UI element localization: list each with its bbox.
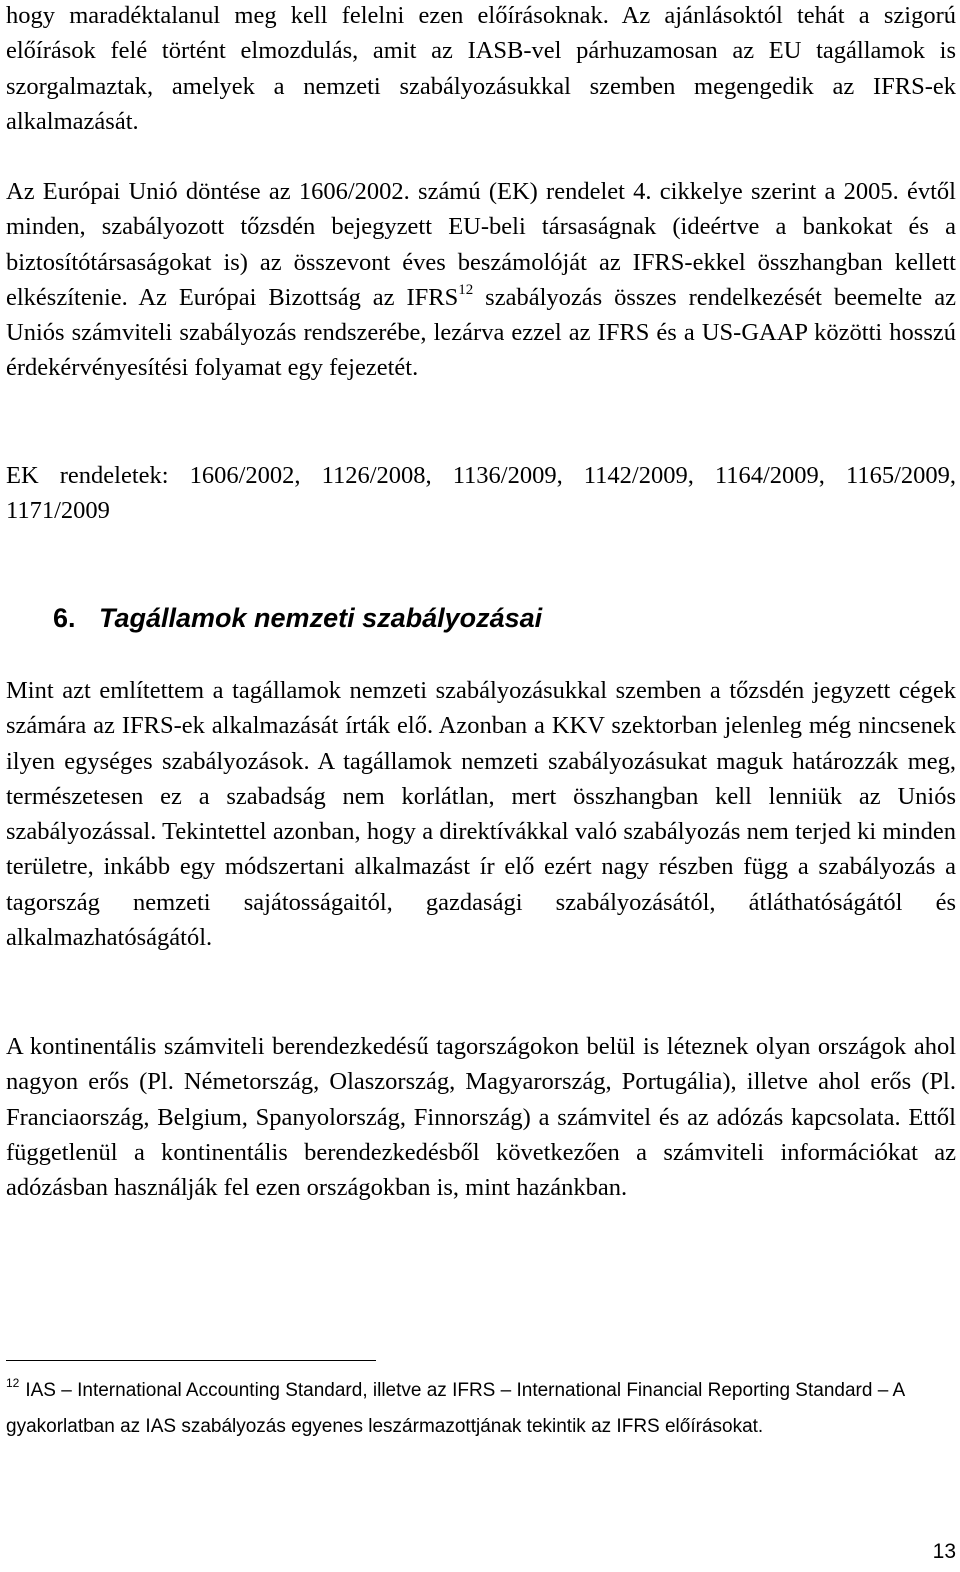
paragraph-2-text-end: szabályozás összes rendelkezését beemelte az Uniós számviteli szabályozás rendszerébe, lezárva ezzel az IFRS és a US-GAAP közötti hosszú érdekérvényesítési folyamat egy fejezetét. — [6, 283, 956, 382]
body-paragraph-5: A kontinentális számviteli berendezkedésű tagországokon belül is léteznek olyan országok ahol nagyon erős (Pl. Németország, Olaszország, Magyarország, Portugália), illetve ahol erős (Pl. Franciaország, Belgium, Spanyolország, Finnország) a számvitel és az adózás kapcsolata. Ettől függetlenül a kontinentális berendezkedésből következően a számviteli információkat az adózásban használják fel ezen országokban is, mint hazánkban. — [6, 1033, 956, 1202]
body-paragraph-2 — [6, 174, 956, 386]
body-paragraph-4: Mint azt említettem a tagállamok nemzeti szabályozásukkal szemben a tőzsdén jegyzett cégek számára az IFRS-ek alkalmazását írták elő. Azonban a KKV szektorban jelenleg még nincsenek ilyen egységes szabályozások. A tagállamok nemzeti szabályozásukat maguk határozzák meg, természetesen ez a szabadság nem korlátlan, mert összhangban kell lenniük az Uniós szabályozással. Tekintettel azonban, hogy a direktívákkal való szabályozás nem terjed ki minden területre, inkább egy módszertani alkalmazást ír elő ezért nagy részben függ a szabályozás a tagország nemzeti sajátosságaitól, gazdasági szabályozásától, átláthatóságától és alkalmazhatóságától. — [6, 677, 956, 952]
body-paragraph-3: EK rendeletek: 1606/2002, 1126/2008, 1136/2009, 1142/2009, 1164/2009, 1165/2009, 1171/2009 — [6, 462, 956, 525]
section-number: 6. — [53, 603, 76, 633]
section-heading — [53, 598, 542, 638]
paragraph-2-text-start: Az Európai Unió döntése az 1606/2002. számú (EK) rendelet 4. cikkelye szerint a 2005. évtől minden, szabályozott tőzsdén bejegyzett EU-beli társaságnak (ideértve a bankokat és a biztosítótársaságokat is) az összevont éves beszámolóját az IFRS-ekkel összhangban kellett elkészítenie. Az Európai Bizottság az IFRS — [6, 178, 956, 311]
body-paragraph-1: hogy maradéktalanul meg kell felelni ezen előírásoknak. Az ajánlásoktól tehát a szigorú előírások felé történt elmozdulás, amit az IASB-vel párhuzamosan az EU tagállamok is szorgalmaztak, amelyek a nemzeti szabályozásukkal szemben megengedik az IFRS-ek alkalmazását. — [6, 2, 956, 135]
footnote-number: 12 — [6, 1376, 20, 1390]
footnote-separator — [6, 1360, 376, 1361]
footnote-text: IAS – International Accounting Standard, illetve az IFRS – International Financial Reporting Standard – A gyakorlatban az IAS szabályozás egyenes leszármazottjának tekintik az IFRS előírásokat. — [6, 1380, 905, 1437]
footnote — [6, 1373, 906, 1445]
section-title: Tagállamok nemzeti szabályozásai — [99, 603, 543, 633]
footnote-reference: 12 — [458, 281, 474, 298]
page-number: 13 — [932, 1540, 956, 1563]
